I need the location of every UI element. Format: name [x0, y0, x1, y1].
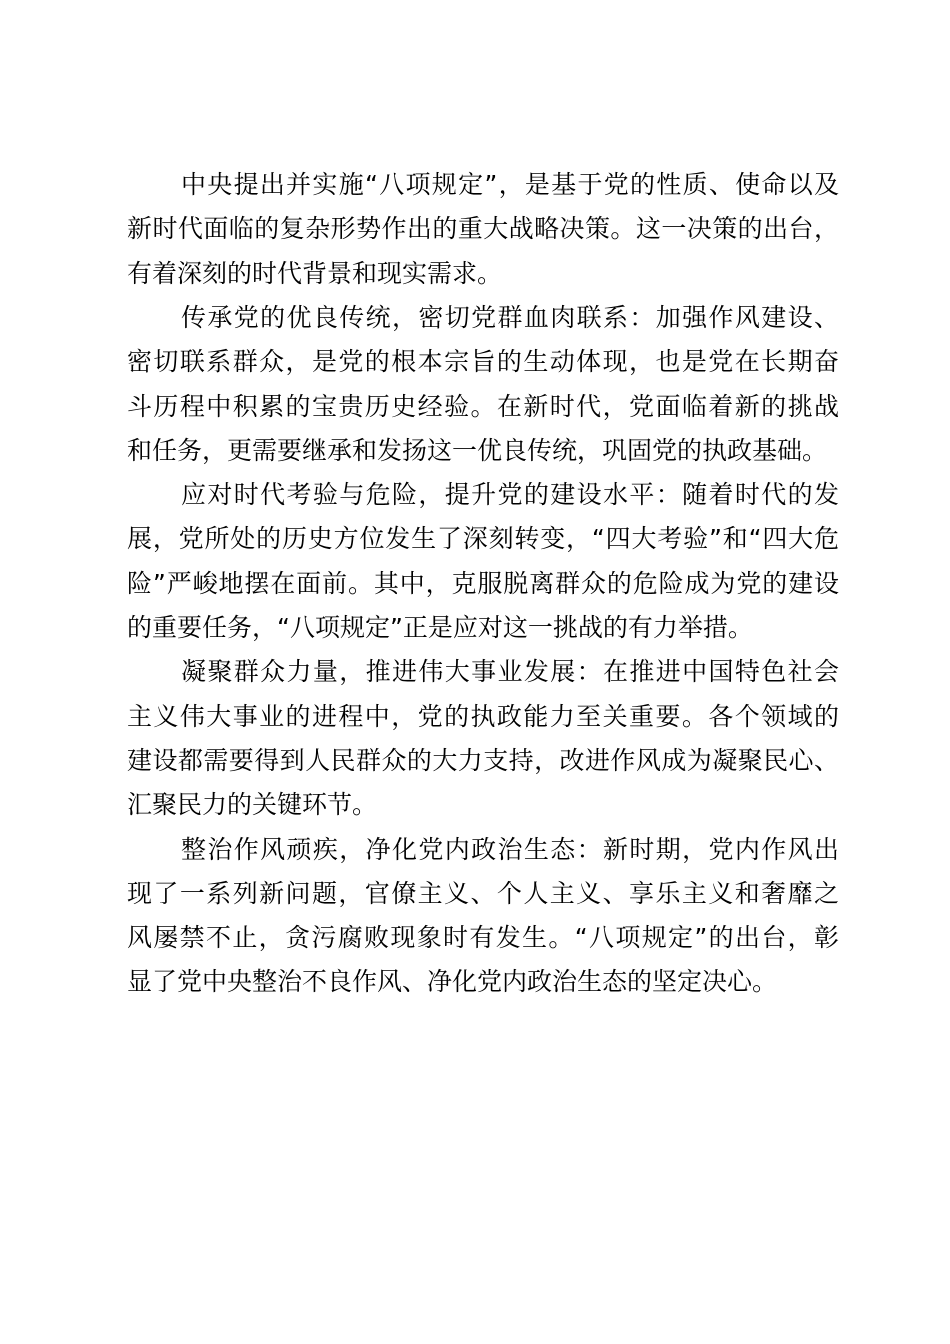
paragraph-4-line: 汇聚民力的关键环节。	[127, 790, 378, 820]
paragraph-4-line: 建设都需要得到人民群众的大力支持，改进作风成为凝聚民心、	[127, 745, 839, 775]
paragraph-5-line: 整治作风顽疾，净化党内政治生态：新时期，党内作风出	[181, 834, 839, 864]
paragraph-2-line: 斗历程中积累的宝贵历史经验。在新时代，党面临着新的挑战	[127, 391, 839, 421]
paragraph-3-line: 应对时代考验与危险，提升党的建设水平：随着时代的发	[181, 480, 839, 510]
paragraph-4-line: 凝聚群众力量，推进伟大事业发展：在推进中国特色社会	[181, 657, 839, 687]
paragraph-5-line: 风屡禁不止，贪污腐败现象时有发生。“八项规定”的出台，彰	[127, 923, 839, 953]
paragraph-3-line: 的重要任务，“八项规定”正是应对这一挑战的有力举措。	[127, 613, 753, 642]
paragraph-5-line: 显了党中央整治不良作风、净化党内政治生态的坚定决心。	[127, 967, 778, 997]
paragraph-5-line: 现了一系列新问题，官僚主义、个人主义、享乐主义和奢靡之	[127, 878, 839, 908]
paragraph-1-line: 有着深刻的时代背景和现实需求。	[127, 258, 503, 288]
paragraph-2-line: 传承党的优良传统，密切党群血肉联系：加强作风建设、	[181, 302, 839, 332]
paragraph-2-line: 密切联系群众，是党的根本宗旨的生动体现，也是党在长期奋	[127, 347, 839, 377]
paragraph-3-line: 险”严峻地摆在面前。其中，克服脱离群众的危险成为党的建设	[127, 568, 839, 598]
paragraph-2-line: 和任务，更需要继承和发扬这一优良传统，巩固党的执政基础。	[127, 435, 828, 465]
paragraph-3-line: 展，党所处的历史方位发生了深刻转变，“四大考验”和“四大危	[127, 524, 839, 554]
paragraph-1-line: 中央提出并实施“八项规定”，是基于党的性质、使命以及	[181, 170, 839, 199]
paragraph-4-line: 主义伟大事业的进程中，党的执政能力至关重要。各个领域的	[127, 701, 839, 731]
paragraph-1-line: 新时代面临的复杂形势作出的重大战略决策。这一决策的出台，	[127, 214, 839, 244]
